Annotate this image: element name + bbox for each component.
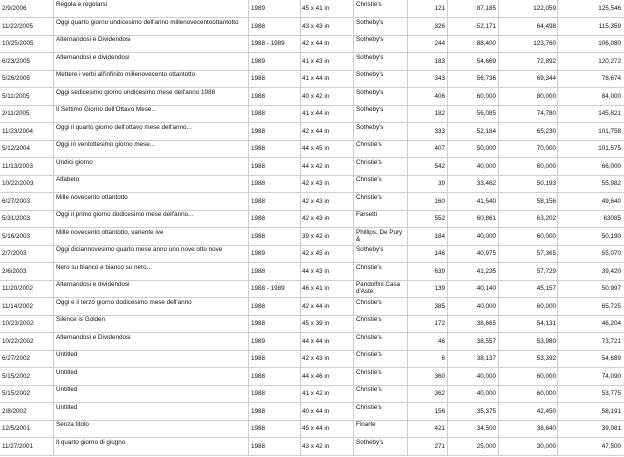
year-cell: 1988 [251, 373, 266, 380]
high-estimate-cell: 69,344 [536, 75, 556, 82]
sale-date-cell: 5/12/2004 [2, 145, 31, 152]
auction-house-cell: Sotheby's [356, 19, 384, 26]
lot-number-cell: 156 [434, 408, 445, 415]
price-realized-cell: 101,758 [598, 128, 621, 135]
year-cell: 1989 [251, 250, 266, 257]
high-estimate-cell: 38,640 [536, 425, 556, 432]
high-estimate-cell: 64,498 [536, 23, 556, 30]
high-estimate-cell: 70,000 [536, 145, 556, 152]
dimensions-cell: 41 x 44 in [302, 75, 330, 82]
artwork-title-cell: Alternandosi e dividendosi [56, 281, 130, 288]
lot-number-cell: 639 [434, 268, 445, 275]
lot-number-cell: 343 [434, 75, 445, 82]
price-realized-cell: 54,689 [601, 355, 621, 362]
price-realized-cell: 125,546 [598, 5, 621, 12]
auction-house-cell: Pandolfini Casa d'Aste [356, 281, 401, 295]
sale-date-cell: 12/5/2001 [2, 425, 31, 432]
low-estimate-cell: 40,975 [476, 250, 496, 257]
artwork-title-cell: Alfabeto [56, 176, 80, 183]
artwork-title-cell: Alternandosi e dividendosi [56, 54, 130, 61]
year-cell: 1988 [251, 390, 266, 397]
dimensions-cell: 42 x 44 in [302, 303, 330, 310]
artwork-title-cell: Untitled [56, 369, 78, 376]
lot-number-cell: 146 [434, 250, 445, 257]
lot-number-cell: 271 [434, 443, 445, 450]
lot-number-cell: 421 [434, 425, 445, 432]
auction-house-cell: Christie's [356, 176, 382, 183]
low-estimate-cell: 88,400 [476, 40, 496, 47]
sale-date-cell: 2/7/2003 [2, 250, 27, 257]
auction-house-cell: Christie's [356, 194, 382, 201]
high-estimate-cell: 122,059 [533, 5, 556, 12]
lot-number-cell: 333 [434, 128, 445, 135]
price-realized-cell: 73,721 [601, 338, 621, 345]
year-cell: 1988 [251, 145, 266, 152]
year-cell: 1988 [251, 355, 266, 362]
low-estimate-cell: 38,665 [476, 320, 496, 327]
dimensions-cell: 41 x 42 in [302, 390, 330, 397]
artwork-title-cell: Senza titolo [56, 421, 89, 428]
high-estimate-cell: 60,000 [536, 373, 556, 380]
auction-house-cell: Sotheby's [356, 106, 384, 113]
auction-house-cell: Sotheby's [356, 246, 384, 253]
high-estimate-cell: 57,729 [536, 268, 556, 275]
auction-house-cell: Sotheby's [356, 71, 384, 78]
price-realized-cell: 145,821 [598, 110, 621, 117]
dimensions-cell: 42 x 43 in [302, 198, 330, 205]
high-estimate-cell: 80,000 [536, 93, 556, 100]
sale-date-cell: 11/20/2002 [2, 285, 34, 292]
sale-date-cell: 11/13/2003 [2, 163, 34, 170]
price-realized-cell: 55,070 [601, 250, 621, 257]
price-realized-cell: 58,191 [601, 408, 621, 415]
dimensions-cell: 44 x 44 in [302, 338, 330, 345]
auction-house-cell: Christie's [356, 264, 382, 271]
price-realized-cell: 55,982 [601, 180, 621, 187]
high-estimate-cell: 60,000 [536, 303, 556, 310]
lot-number-cell: 121 [434, 5, 445, 12]
artwork-title-cell: Mille novecento ottantotto [56, 194, 128, 201]
artwork-title-cell: Nero su bianco e bianco su nero... [56, 264, 152, 271]
price-realized-cell: 50,997 [601, 285, 621, 292]
dimensions-cell: 42 x 44 in [302, 128, 330, 135]
artwork-title-cell: Il Settimo Giorno dell'Ottavo Mese... [56, 106, 157, 113]
year-cell: 1988 [251, 233, 266, 240]
high-estimate-cell: 60,000 [536, 163, 556, 170]
price-realized-cell: 66,000 [601, 163, 621, 170]
price-realized-cell: 39,081 [601, 425, 621, 432]
high-estimate-cell: 58,156 [536, 198, 556, 205]
low-estimate-cell: 52,171 [476, 23, 496, 30]
low-estimate-cell: 52,184 [476, 128, 496, 135]
low-estimate-cell: 54,669 [476, 58, 496, 65]
high-estimate-cell: 53,392 [536, 355, 556, 362]
lot-number-cell: 244 [434, 40, 445, 47]
low-estimate-cell: 40,000 [476, 303, 496, 310]
auction-house-cell: Farsetti [356, 211, 377, 218]
price-realized-cell: 106,080 [598, 40, 621, 47]
lot-number-cell: 184 [434, 233, 445, 240]
artwork-title-cell: Oggi sedicesimo giorno undicesimo mese dell'anno 1988 [56, 89, 216, 96]
sale-date-cell: 10/25/2005 [2, 40, 34, 47]
year-cell: 1988 [251, 443, 266, 450]
artwork-title-cell: Mille novecento ottantotto, variente ive [56, 229, 164, 236]
dimensions-cell: 44 x 42 in [302, 163, 330, 170]
price-realized-cell: 47,500 [601, 443, 621, 450]
price-realized-cell: 101,575 [598, 145, 621, 152]
high-estimate-cell: 50,193 [536, 180, 556, 187]
lot-number-cell: 160 [434, 198, 445, 205]
dimensions-cell: 39 x 42 in [302, 233, 330, 240]
dimensions-cell: 40 x 42 in [302, 93, 330, 100]
low-estimate-cell: 87,185 [476, 5, 496, 12]
lot-number-cell: 360 [434, 373, 445, 380]
price-realized-cell: 120,272 [598, 58, 621, 65]
sale-date-cell: 5/16/2003 [2, 233, 31, 240]
sale-date-cell: 2/6/2003 [2, 268, 27, 275]
high-estimate-cell: 60,000 [536, 233, 556, 240]
dimensions-cell: 45 x 44 in [302, 425, 330, 432]
sale-date-cell: 11/14/2002 [2, 303, 34, 310]
lot-number-cell: 182 [434, 110, 445, 117]
lot-number-cell: 183 [434, 58, 445, 65]
price-realized-cell: 84,000 [601, 93, 621, 100]
auction-house-cell: Christie's [356, 141, 382, 148]
sale-date-cell: 11/27/2001 [2, 443, 34, 450]
dimensions-cell: 41 x 44 in [302, 110, 330, 117]
sale-date-cell: 10/22/2002 [2, 338, 34, 345]
lot-number-cell: 172 [434, 320, 445, 327]
lot-number-cell: 326 [434, 23, 445, 30]
price-realized-cell: 53,775 [601, 390, 621, 397]
low-estimate-cell: 41,540 [476, 198, 496, 205]
artwork-title-cell: Regola e regolarsi [56, 1, 108, 8]
lot-number-cell: 552 [434, 215, 445, 222]
year-cell: 1988 [251, 110, 266, 117]
high-estimate-cell: 123,760 [533, 40, 556, 47]
lot-number-cell: 542 [434, 163, 445, 170]
sale-date-cell: 11/23/2004 [2, 128, 34, 135]
year-cell: 1988 [251, 23, 266, 30]
year-cell: 1988 [251, 93, 266, 100]
sale-date-cell: 11/22/2005 [2, 23, 34, 30]
sale-date-cell: 10/23/2002 [2, 320, 34, 327]
dimensions-cell: 43 x 43 in [302, 23, 330, 30]
auction-house-cell: Sotheby's [356, 54, 384, 61]
year-cell: 1989 [251, 338, 266, 345]
dimensions-cell: 45 x 39 in [302, 320, 330, 327]
sale-date-cell: 5/15/2002 [2, 390, 31, 397]
sale-date-cell: 6/27/2002 [2, 355, 31, 362]
artwork-title-cell: Oggi e il terzo giorno dodicesimo mese dell'anno [56, 299, 192, 306]
price-realized-cell: 65,725 [601, 303, 621, 310]
high-estimate-cell: 60,000 [536, 390, 556, 397]
artwork-title-cell: Silence is Golden [56, 316, 106, 323]
dimensions-cell: 40 x 44 in [302, 408, 330, 415]
auction-house-cell: Christie's [356, 316, 382, 323]
year-cell: 1988 [251, 128, 266, 135]
auction-house-cell: Christie's [356, 334, 382, 341]
sale-date-cell: 6/23/2005 [2, 58, 31, 65]
dimensions-cell: 42 x 43 in [302, 355, 330, 362]
high-estimate-cell: 74,780 [536, 110, 556, 117]
auction-house-cell: Sotheby's [356, 36, 384, 43]
sale-date-cell: 2/9/2006 [2, 5, 27, 12]
lot-number-cell: 362 [434, 390, 445, 397]
auction-house-cell: Christie's [356, 351, 382, 358]
dimensions-cell: 42 x 45 in [302, 250, 330, 257]
lot-number-cell: 46 [437, 338, 445, 345]
artwork-title-cell: Oggi il primo giorno dodicesimo mese dell'anno... [56, 211, 194, 218]
auction-house-cell: Sotheby's [356, 439, 384, 446]
price-realized-cell: 74,090 [601, 373, 621, 380]
sale-date-cell: 5/26/2005 [2, 75, 31, 82]
price-realized-cell: 50,190 [601, 233, 621, 240]
low-estimate-cell: 40,000 [476, 233, 496, 240]
auction-house-cell: Finarte [356, 421, 376, 428]
artwork-title-cell: Untitled [56, 351, 78, 358]
artwork-title-cell: Mettere i verbi all'infinito millenovecento ottantotto [56, 71, 196, 78]
low-estimate-cell: 41,235 [476, 268, 496, 275]
low-estimate-cell: 40,000 [476, 373, 496, 380]
auction-house-cell: Christie's [356, 386, 382, 393]
auction-house-cell: Sotheby's [356, 89, 384, 96]
artwork-title-cell: Alternandosi e Dividendosi [56, 36, 131, 43]
auction-house-cell: Christie's [356, 1, 382, 8]
year-cell: 1989 [251, 5, 266, 12]
artwork-title-cell: Untitled [56, 386, 78, 393]
artwork-title-cell: Oggi in ventottesimo giorno mese... [56, 141, 156, 148]
dimensions-cell: 43 x 42 in [302, 443, 330, 450]
lot-number-cell: 139 [434, 285, 445, 292]
sale-date-cell: 6/27/2003 [2, 198, 31, 205]
dimensions-cell: 44 x 45 in [302, 145, 330, 152]
artwork-title-cell: Alternandosi e Dividendosi [56, 334, 131, 341]
lot-number-cell: 6 [441, 355, 445, 362]
high-estimate-cell: 42,450 [536, 408, 556, 415]
low-estimate-cell: 40,140 [476, 285, 496, 292]
year-cell: 1988 - 1989 [251, 40, 285, 47]
low-estimate-cell: 33,462 [476, 180, 496, 187]
price-realized-cell: 115,359 [598, 23, 621, 30]
year-cell: 1988 [251, 408, 266, 415]
low-estimate-cell: 56,085 [476, 110, 496, 117]
year-cell: 1988 [251, 303, 266, 310]
price-realized-cell: 63085 [603, 215, 621, 222]
price-realized-cell: 39,420 [601, 268, 621, 275]
year-cell: 1988 [251, 75, 266, 82]
auction-house-cell: Christie's [356, 369, 382, 376]
high-estimate-cell: 72,892 [536, 58, 556, 65]
high-estimate-cell: 63,202 [536, 215, 556, 222]
low-estimate-cell: 38,557 [476, 338, 496, 345]
low-estimate-cell: 40,000 [476, 163, 496, 170]
year-cell: 1988 [251, 215, 266, 222]
price-realized-cell: 46,204 [601, 320, 621, 327]
artwork-title-cell: Il quarto giorno di giugno [56, 439, 126, 446]
lot-number-cell: 385 [434, 303, 445, 310]
low-estimate-cell: 50,000 [476, 145, 496, 152]
dimensions-cell: 41 x 43 in [302, 58, 330, 65]
sale-date-cell: 2/11/2005 [2, 110, 30, 117]
lot-number-cell: 39 [437, 180, 445, 187]
low-estimate-cell: 56,736 [476, 75, 496, 82]
artwork-title-cell: Untitled [56, 404, 78, 411]
high-estimate-cell: 65,230 [536, 128, 556, 135]
low-estimate-cell: 60,861 [476, 215, 496, 222]
year-cell: 1988 [251, 198, 266, 205]
dimensions-cell: 42 x 44 in [302, 40, 330, 47]
year-cell: 1988 [251, 425, 266, 432]
low-estimate-cell: 34,500 [476, 425, 496, 432]
high-estimate-cell: 57,365 [536, 250, 556, 257]
sale-date-cell: 5/31/2003 [2, 215, 31, 222]
dimensions-cell: 42 x 43 in [302, 215, 330, 222]
auction-house-cell: Christie's [356, 404, 382, 411]
dimensions-cell: 45 x 41 in [302, 5, 330, 12]
price-realized-cell: 78,674 [601, 75, 621, 82]
year-cell: 1988 [251, 180, 266, 187]
dimensions-cell: 46 x 41 in [302, 285, 330, 292]
artwork-title-cell: Oggi il quarto giorno dell'ottavo mese dell'anno... [56, 124, 192, 131]
sale-date-cell: 5/11/2005 [2, 93, 30, 100]
high-estimate-cell: 45,157 [536, 285, 556, 292]
artwork-title-cell: Oggi diciannovesimo quarto mese anno uno nove otto nove [56, 246, 223, 253]
auction-house-cell: Christie's [356, 299, 382, 306]
high-estimate-cell: 53,980 [536, 338, 556, 345]
low-estimate-cell: 40,000 [476, 390, 496, 397]
lot-number-cell: 406 [434, 93, 445, 100]
high-estimate-cell: 30,000 [536, 443, 556, 450]
price-realized-cell: 49,640 [601, 198, 621, 205]
year-cell: 1988 [251, 163, 266, 170]
dimensions-cell: 44 x 46 in [302, 373, 330, 380]
auction-house-cell: Christie's [356, 159, 382, 166]
artwork-title-cell: Oggi quarto giorno undicesimo dell'anno millenovecentoottantotto [56, 19, 239, 26]
auction-house-cell: Phillips, De Pury & [356, 229, 403, 243]
sale-date-cell: 10/22/2003 [2, 180, 34, 187]
auction-house-cell: Sotheby's [356, 124, 384, 131]
year-cell: 1989 [251, 58, 266, 65]
high-estimate-cell: 54,131 [536, 320, 556, 327]
year-cell: 1988 - 1989 [251, 285, 285, 292]
low-estimate-cell: 38,137 [476, 355, 496, 362]
sale-date-cell: 5/15/2002 [2, 373, 31, 380]
dimensions-cell: 44 x 43 in [302, 268, 330, 275]
low-estimate-cell: 35,375 [476, 408, 496, 415]
artwork-title-cell: Undici giorno [56, 159, 93, 166]
lot-number-cell: 407 [434, 145, 445, 152]
low-estimate-cell: 60,000 [476, 93, 496, 100]
year-cell: 1988 [251, 268, 266, 275]
low-estimate-cell: 25,000 [476, 443, 496, 450]
sale-date-cell: 2/8/2002 [2, 408, 27, 415]
dimensions-cell: 42 x 43 in [302, 180, 330, 187]
year-cell: 1988 [251, 320, 266, 327]
